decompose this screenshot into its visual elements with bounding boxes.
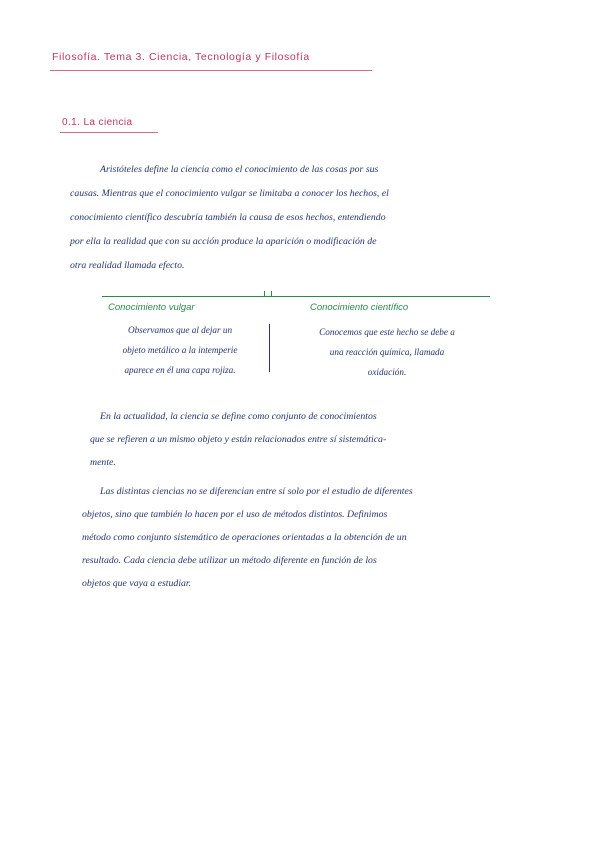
- paragraph-line: objetos, sino que también lo hacen por el uso de métodos distintos. Definimos: [82, 509, 388, 520]
- comparison-line: Conocemos que este hecho se debe a: [319, 327, 455, 337]
- paragraph-line: que se refieren a un mismo objeto y están relacionados entre sí sistemática-: [90, 434, 387, 445]
- paragraph-line: causas. Mientras que el conocimiento vulgar se limitaba a conocer los hechos, el: [70, 188, 389, 199]
- heading-conocimiento-vulgar: Conocimiento vulgar: [108, 302, 195, 313]
- paragraph-line: Aristóteles define la ciencia como el conocimiento de las cosas por sus: [100, 164, 379, 175]
- section-title: 0.1. La ciencia: [62, 117, 133, 128]
- paragraph-line: mente.: [90, 457, 116, 468]
- paragraph-line: método como conjunto sistemático de operaciones orientadas a la obtención de un: [82, 532, 407, 543]
- paragraph-line: Las distintas ciencias no se diferencian entre sí solo por el estudio de diferentes: [100, 486, 413, 497]
- paragraph-line: por ella la realidad que con su acción produce la aparición o modificación de: [70, 236, 377, 247]
- paragraph-line: conocimiento científico descubría también la causa de esos hechos, entendiendo: [70, 212, 386, 223]
- comparison-divider: [269, 324, 270, 372]
- comparison-line: una reacción química, llamada: [329, 347, 445, 357]
- comparison-bracket-tick: [264, 291, 272, 297]
- comparison-line: Observamos que al dejar un: [127, 325, 233, 335]
- paragraph-line: En la actualidad, la ciencia se define como conjunto de conocimientos: [100, 411, 377, 422]
- comparison-cientifico-text: [292, 322, 482, 382]
- comparison-vulgar-text: [100, 320, 260, 380]
- heading-conocimiento-cientifico: Conocimiento científico: [310, 302, 409, 313]
- header-underline: [50, 70, 372, 71]
- paragraph-line: otra realidad llamada efecto.: [70, 260, 185, 271]
- comparison-line: oxidación.: [367, 367, 407, 377]
- paragraph-definicion-actual: [90, 405, 520, 474]
- paragraph-line: objetos que vaya a estudiar.: [82, 578, 192, 589]
- comparison-bracket-line: [102, 296, 490, 297]
- comparison-line: objeto metálico a la intemperie: [122, 345, 238, 355]
- section-underline: [60, 132, 158, 133]
- paragraph-metodos: [82, 480, 542, 595]
- paragraph-aristoteles: [70, 158, 530, 278]
- comparison-line: aparece en él una capa rojiza.: [124, 365, 236, 375]
- paragraph-line: resultado. Cada ciencia debe utilizar un método diferente en función de los: [82, 555, 377, 566]
- page-header-title: Filosofía. Tema 3. Ciencia, Tecnología y Filosofía: [52, 51, 310, 63]
